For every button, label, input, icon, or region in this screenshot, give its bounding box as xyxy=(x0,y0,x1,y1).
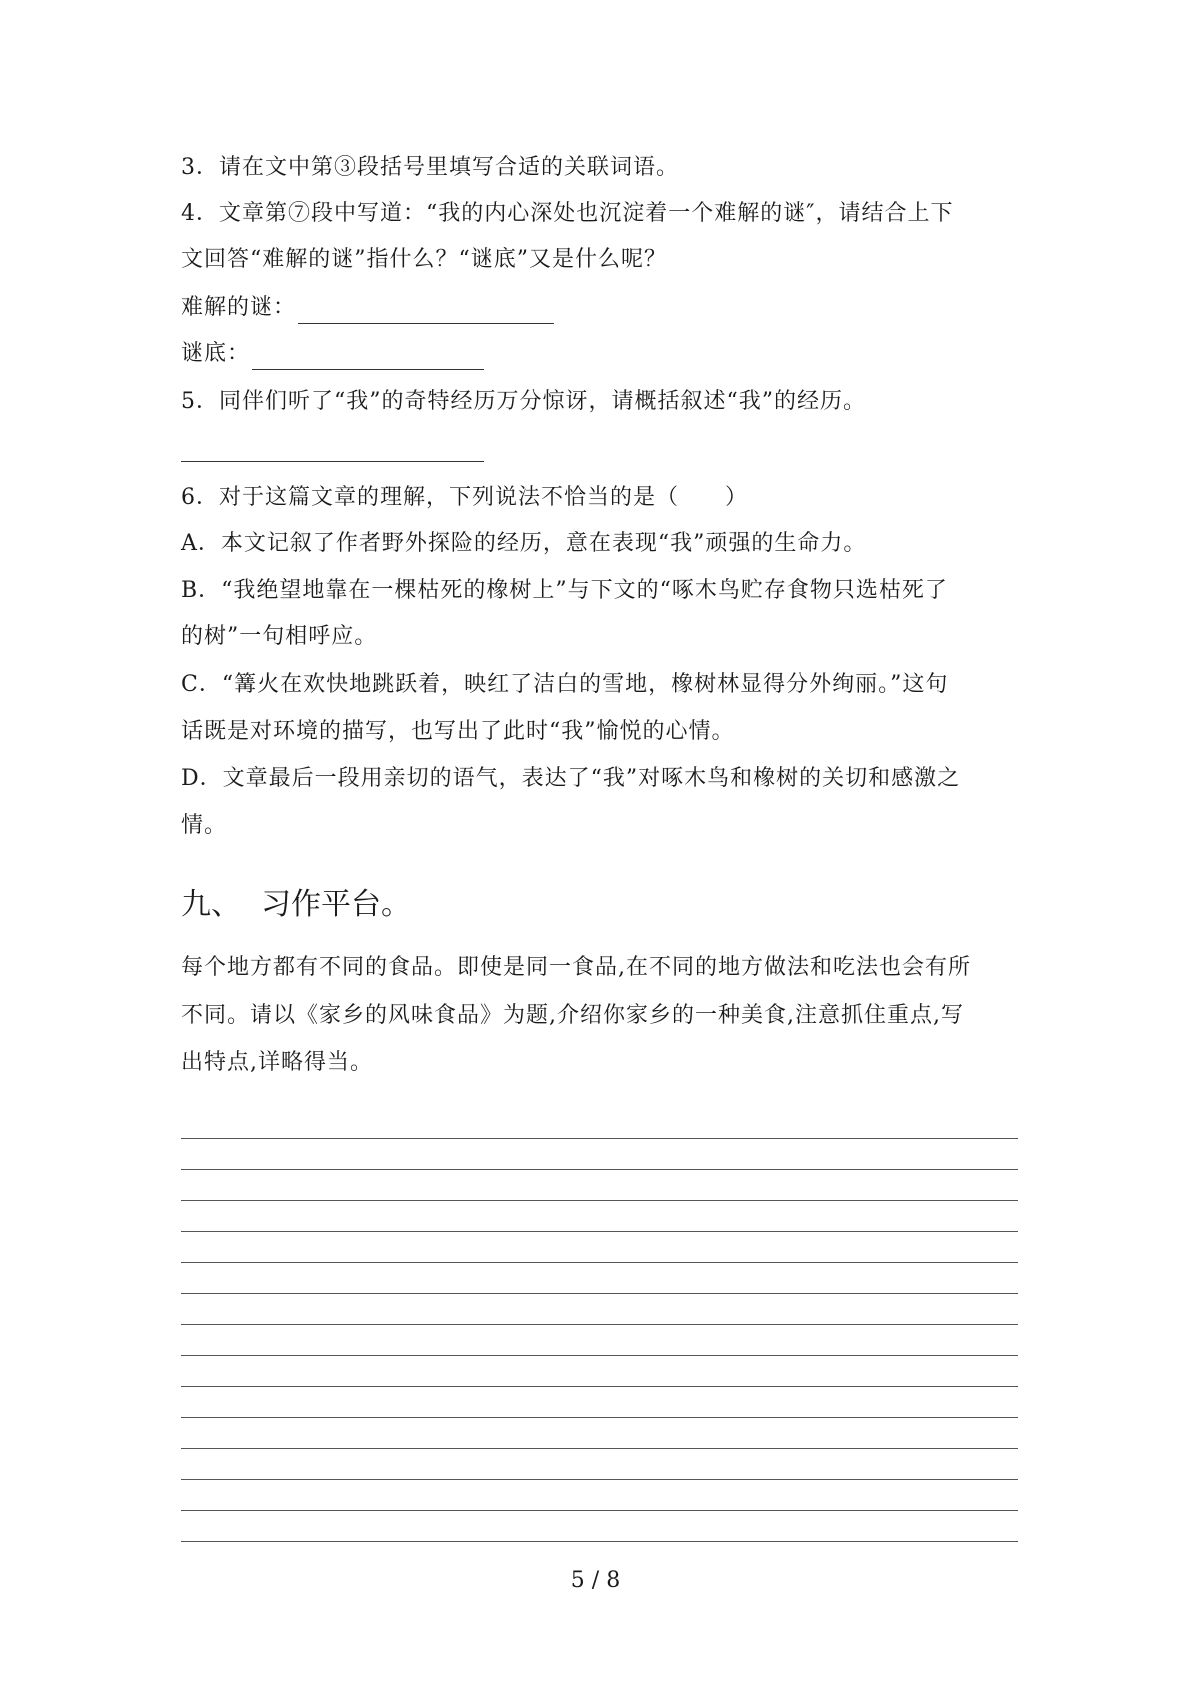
question-4-answer-1 xyxy=(181,292,1021,324)
writing-line[interactable] xyxy=(181,1201,1018,1232)
writing-line[interactable] xyxy=(181,1108,1018,1139)
question-5: 5．同伴们听了“我”的奇特经历万分惊讶，请概括叙述“我”的经历。 xyxy=(181,389,866,414)
section-9-number: 九、 xyxy=(181,887,241,922)
writing-line[interactable] xyxy=(181,1356,1018,1387)
section-9-title: 习作平台。 xyxy=(261,887,411,922)
answer-1-label: 难解的谜： xyxy=(181,295,297,320)
writing-line[interactable] xyxy=(181,1387,1018,1418)
writing-line[interactable] xyxy=(181,1263,1018,1294)
question-6-option-b-line-1: B．“我绝望地靠在一棵枯死的橡树上”与下文的“啄木鸟贮存食物只选枯死了 xyxy=(181,578,948,603)
question-3: 3．请在文中第③段括号里填写合适的关联词语。 xyxy=(181,155,679,180)
composition-writing-area[interactable] xyxy=(181,1108,1018,1542)
section-9-prompt-line-3: 出特点,详略得当。 xyxy=(181,1050,373,1075)
writing-line[interactable] xyxy=(181,1449,1018,1480)
writing-line[interactable] xyxy=(181,1139,1018,1170)
question-6-option-a: A．本文记叙了作者野外探险的经历，意在表现“我”顽强的生命力。 xyxy=(181,531,867,556)
question-5-answer-blank[interactable] xyxy=(181,461,484,462)
question-6-option-c-line-2: 话既是对环境的描写，也写出了此时“我”愉悦的心情。 xyxy=(181,719,735,744)
question-4-answer-2 xyxy=(181,338,1021,370)
question-4-line-1: 4．文章第⑦段中写道：“我的内心深处也沉淀着一个难解的谜″，请结合上下 xyxy=(181,201,954,226)
question-6-option-c-line-1: C．“篝火在欢快地跳跃着，映红了洁白的雪地，橡树林显得分外绚丽。”这句 xyxy=(181,672,949,697)
question-6-option-b-line-2: 的树”一句相呼应。 xyxy=(181,624,378,649)
section-9-prompt-line-1: 每个地方都有不同的食品。即使是同一食品,在不同的地方做法和吃法也会有所 xyxy=(181,955,971,980)
writing-line[interactable] xyxy=(181,1170,1018,1201)
question-6-option-d-line-1: D．文章最后一段用亲切的语气，表达了“我”对啄木鸟和橡树的关切和感激之 xyxy=(181,766,961,791)
page-number: 5 / 8 xyxy=(570,1568,621,1593)
question-6: 6．对于这篇文章的理解，下列说法不恰当的是（ ） xyxy=(181,485,748,510)
writing-line[interactable] xyxy=(181,1325,1018,1356)
answer-2-label: 谜底： xyxy=(181,341,251,366)
section-9-heading xyxy=(181,885,411,925)
answer-2-blank[interactable] xyxy=(252,345,484,370)
writing-line[interactable] xyxy=(181,1418,1018,1449)
section-9-prompt-line-2: 不同。请以《家乡的风味食品》为题,介绍你家乡的一种美食,注意抓住重点,写 xyxy=(181,1003,964,1028)
writing-line[interactable] xyxy=(181,1294,1018,1325)
question-6-option-d-line-2: 情。 xyxy=(181,813,228,838)
answer-1-blank[interactable] xyxy=(298,299,554,324)
writing-line[interactable] xyxy=(181,1232,1018,1263)
question-4-line-2: 文回答“难解的谜”指什么？“谜底”又是什么呢？ xyxy=(181,247,667,272)
writing-line[interactable] xyxy=(181,1511,1018,1542)
writing-line[interactable] xyxy=(181,1480,1018,1511)
